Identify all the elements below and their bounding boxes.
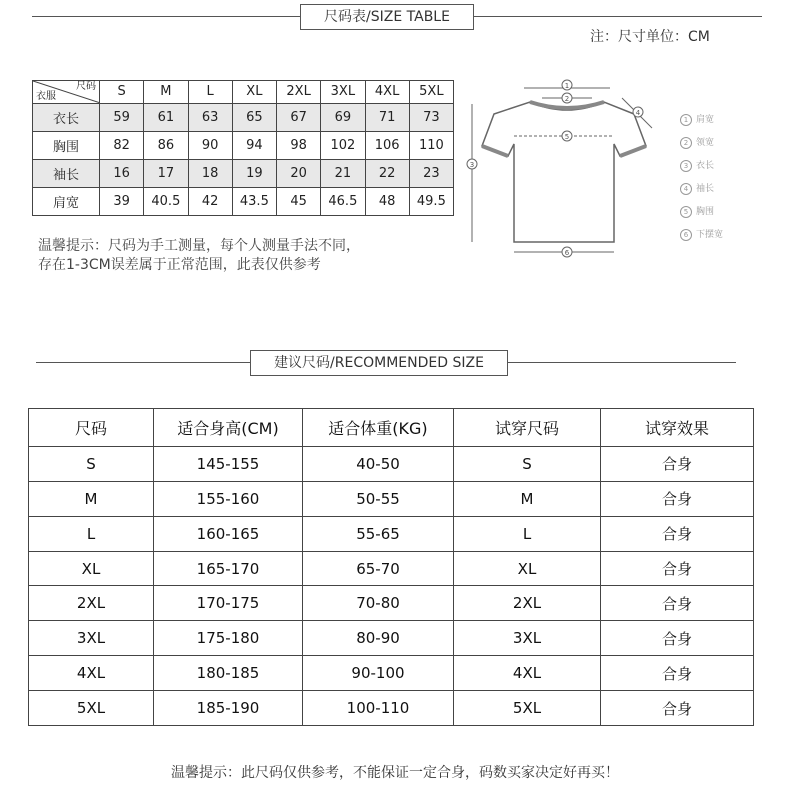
header-cell: 试穿效果 [601, 409, 754, 447]
cell: 73 [409, 103, 453, 131]
cell: 45 [277, 187, 321, 215]
recommended-table [28, 408, 754, 726]
row-label: 袖长 [33, 159, 100, 187]
cell: 110 [409, 131, 453, 159]
cell: 55-65 [303, 516, 454, 551]
cell: S [29, 447, 154, 482]
cell: 合身 [601, 481, 754, 516]
row-label: 胸围 [33, 131, 100, 159]
cell: 170-175 [154, 586, 303, 621]
cell: 90 [188, 131, 232, 159]
corner-label-garment: 衣服 [36, 90, 56, 102]
cell: 50-55 [303, 481, 454, 516]
marker-2: 2 [564, 95, 570, 103]
cell: 合身 [601, 447, 754, 482]
size-header: 2XL [277, 81, 321, 104]
size-header: M [144, 81, 188, 104]
table-row [29, 447, 754, 482]
table-row [29, 551, 754, 586]
size-header: 3XL [321, 81, 365, 104]
cell: 3XL [454, 621, 601, 656]
size-row-shoulder [33, 187, 454, 215]
cell: 22 [365, 159, 409, 187]
cell: 2XL [454, 586, 601, 621]
cell: 86 [144, 131, 188, 159]
table-row [29, 586, 754, 621]
tshirt-diagram [462, 74, 672, 274]
footer-tip: 温馨提示：此尺码仅供参考，不能保证一定合身，码数买家决定好再买！ [171, 765, 619, 781]
legend-number-icon: 2 [680, 137, 692, 149]
cell: 94 [232, 131, 276, 159]
cell: 180-185 [154, 656, 303, 691]
cell: 18 [188, 159, 232, 187]
cell: 5XL [454, 691, 601, 726]
cell: 155-160 [154, 481, 303, 516]
legend-label: 下摆宽 [696, 230, 724, 240]
legend-label: 胸围 [696, 207, 715, 217]
cell: 69 [321, 103, 365, 131]
cell: 70-80 [303, 586, 454, 621]
cell: 19 [232, 159, 276, 187]
table-row [29, 691, 754, 726]
cell: 49.5 [409, 187, 453, 215]
size-table-corner [33, 81, 100, 104]
cell: 4XL [29, 656, 154, 691]
cell: 17 [144, 159, 188, 187]
legend-item [680, 181, 714, 195]
cell: 20 [277, 159, 321, 187]
cell: 82 [100, 131, 144, 159]
cell: 合身 [601, 551, 754, 586]
cell: XL [29, 551, 154, 586]
cell: L [454, 516, 601, 551]
legend-label: 领宽 [696, 138, 715, 148]
cell: 40.5 [144, 187, 188, 215]
legend-label: 袖长 [696, 184, 715, 194]
header-cell: 尺码 [29, 409, 154, 447]
cell: 98 [277, 131, 321, 159]
cell: 39 [100, 187, 144, 215]
cell: S [454, 447, 601, 482]
legend-item [680, 112, 714, 126]
cell: L [29, 516, 154, 551]
legend-number-icon: 6 [680, 229, 692, 241]
table-row [29, 481, 754, 516]
cell: 61 [144, 103, 188, 131]
cell: M [454, 481, 601, 516]
cell: 合身 [601, 516, 754, 551]
cell: 63 [188, 103, 232, 131]
legend-item [680, 135, 714, 149]
header-cell: 试穿尺码 [454, 409, 601, 447]
legend-item [680, 204, 714, 218]
header-cell: 适合体重(KG) [303, 409, 454, 447]
marker-6: 6 [564, 249, 570, 257]
size-header: S [100, 81, 144, 104]
size-header: 5XL [409, 81, 453, 104]
cell: 合身 [601, 621, 754, 656]
cell: 67 [277, 103, 321, 131]
cell: M [29, 481, 154, 516]
size-tip-line-2: 存在1-3CM误差属于正常范围，此表仅供参考 [38, 257, 321, 273]
cell: 46.5 [321, 187, 365, 215]
legend-number-icon: 1 [680, 114, 692, 126]
cell: 23 [409, 159, 453, 187]
cell: 3XL [29, 621, 154, 656]
table-row [29, 656, 754, 691]
size-table-title: 尺码表/SIZE TABLE [300, 4, 474, 30]
cell: 102 [321, 131, 365, 159]
cell: 43.5 [232, 187, 276, 215]
cell: 59 [100, 103, 144, 131]
header-cell: 适合身高(CM) [154, 409, 303, 447]
size-row-sleeve [33, 159, 454, 187]
cell: 5XL [29, 691, 154, 726]
cell: 42 [188, 187, 232, 215]
table-row [29, 621, 754, 656]
legend-item [680, 227, 723, 241]
size-row-chest [33, 131, 454, 159]
size-table [32, 80, 454, 216]
table-row [29, 516, 754, 551]
cell: 40-50 [303, 447, 454, 482]
marker-1: 1 [564, 82, 570, 90]
cell: 165-170 [154, 551, 303, 586]
cell: 185-190 [154, 691, 303, 726]
size-tip-line-1: 温馨提示：尺码为手工测量，每个人测量手法不同， [38, 238, 360, 254]
size-row-length [33, 103, 454, 131]
size-header: L [188, 81, 232, 104]
cell: 106 [365, 131, 409, 159]
legend-item [680, 158, 714, 172]
cell: 175-180 [154, 621, 303, 656]
recommended-header-row [29, 409, 754, 447]
cell: 145-155 [154, 447, 303, 482]
size-header: XL [232, 81, 276, 104]
cell: 65 [232, 103, 276, 131]
legend-number-icon: 3 [680, 160, 692, 172]
cell: 合身 [601, 691, 754, 726]
corner-label-size: 尺码 [76, 81, 96, 92]
cell: 90-100 [303, 656, 454, 691]
cell: 48 [365, 187, 409, 215]
recommended-title: 建议尺码/RECOMMENDED SIZE [250, 350, 508, 376]
cell: 100-110 [303, 691, 454, 726]
cell: 65-70 [303, 551, 454, 586]
marker-3: 3 [469, 161, 475, 169]
unit-note: 注：尺寸单位：CM [590, 29, 710, 45]
cell: XL [454, 551, 601, 586]
legend-number-icon: 5 [680, 206, 692, 218]
cell: 21 [321, 159, 365, 187]
row-label: 肩宽 [33, 187, 100, 215]
cell: 16 [100, 159, 144, 187]
cell: 2XL [29, 586, 154, 621]
marker-4: 4 [635, 109, 641, 117]
marker-5: 5 [564, 133, 570, 141]
legend-label: 肩宽 [696, 115, 715, 125]
cell: 80-90 [303, 621, 454, 656]
legend-number-icon: 4 [680, 183, 692, 195]
cell: 合身 [601, 656, 754, 691]
cell: 4XL [454, 656, 601, 691]
row-label: 衣长 [33, 103, 100, 131]
size-header: 4XL [365, 81, 409, 104]
cell: 合身 [601, 586, 754, 621]
cell: 160-165 [154, 516, 303, 551]
legend-label: 衣长 [696, 161, 715, 171]
cell: 71 [365, 103, 409, 131]
